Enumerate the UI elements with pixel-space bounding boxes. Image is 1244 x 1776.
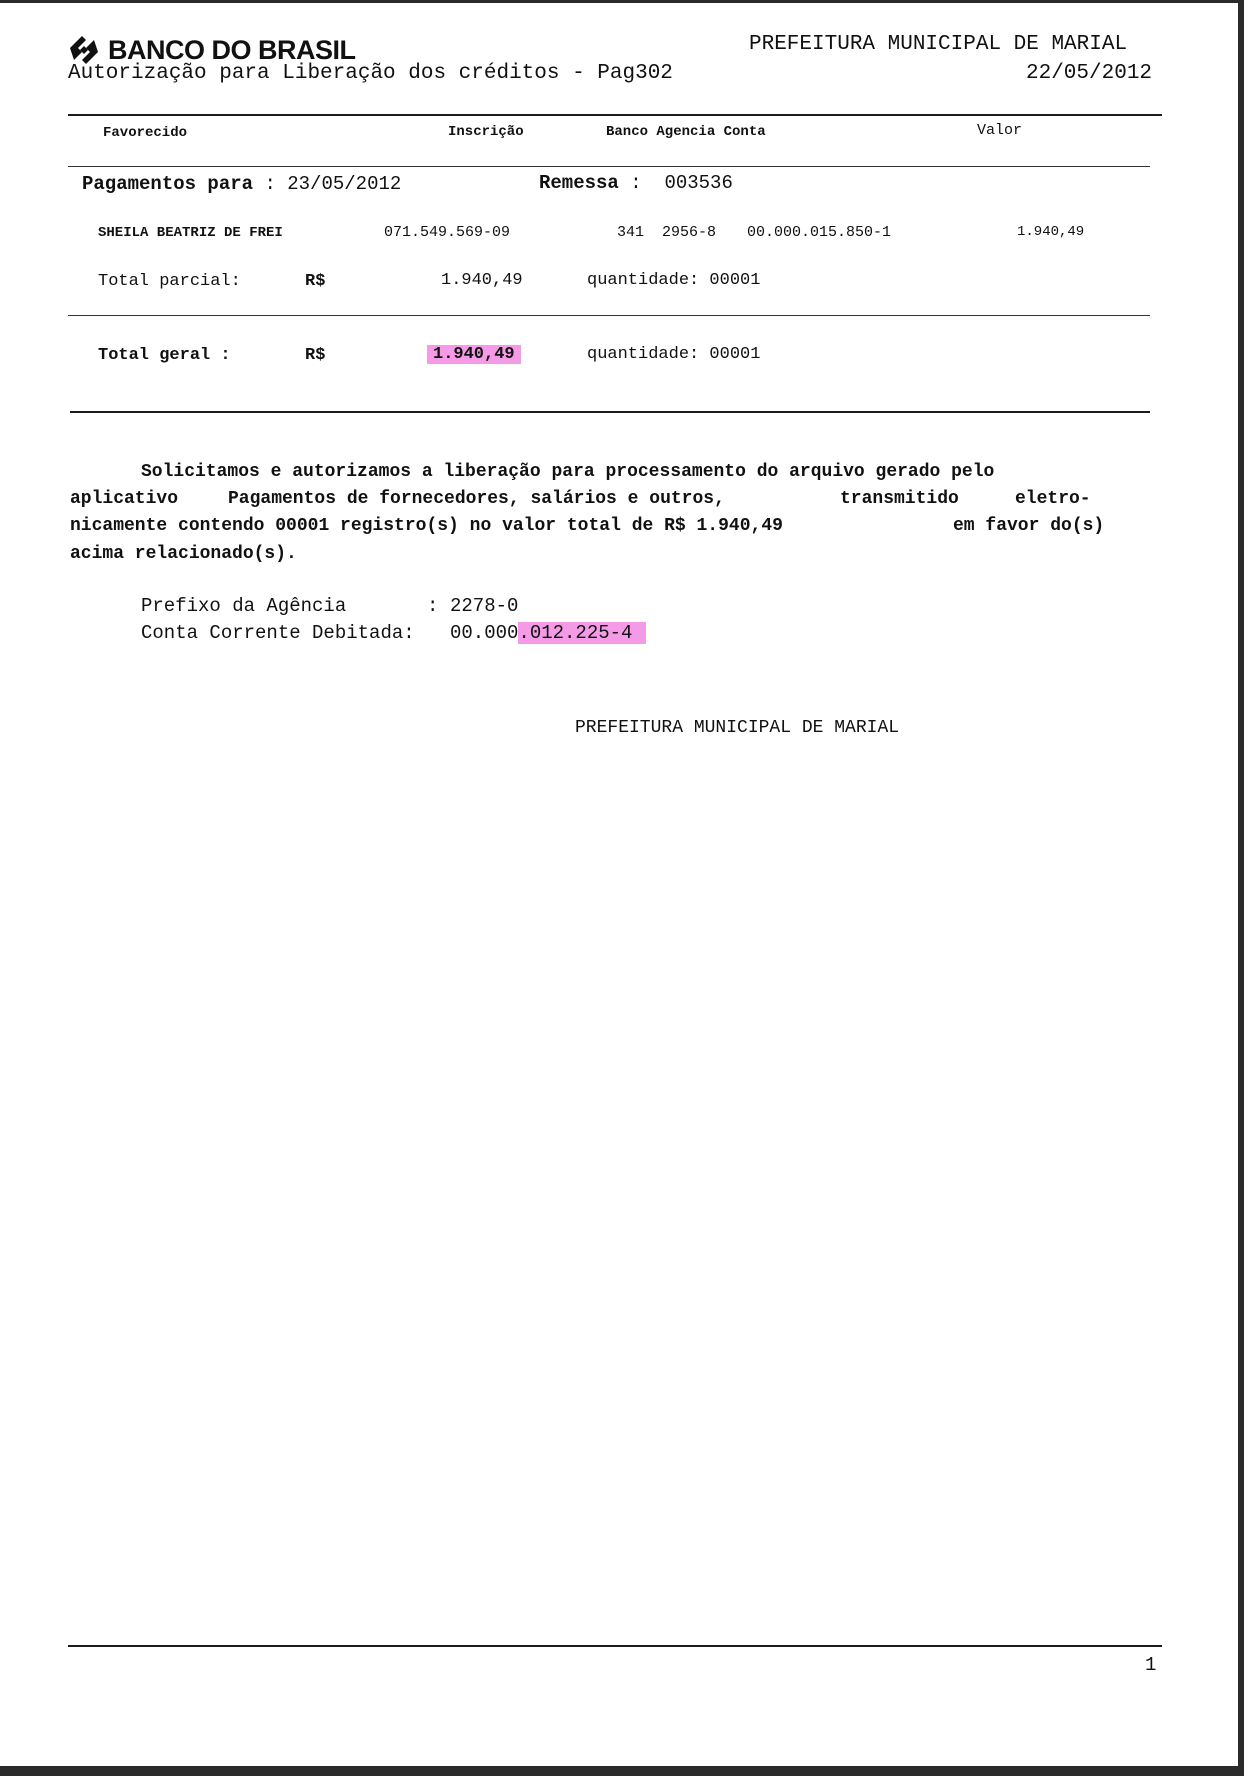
body-line-4: acima relacionado(s). — [70, 544, 297, 564]
totals-divider — [70, 411, 1150, 413]
agency-prefix-label: Prefixo da Agência — [141, 595, 347, 617]
scan-border-top — [0, 0, 1244, 3]
scan-border-bottom — [0, 1766, 1244, 1776]
total-parcial-quantity: quantidade: 00001 — [587, 271, 761, 290]
body-line-2a: aplicativo — [70, 489, 179, 509]
total-geral-currency: R$ — [305, 346, 326, 365]
subtotal-divider — [68, 315, 1150, 316]
payments-for-label: Pagamentos para : 23/05/2012 — [82, 173, 402, 195]
col-header-favorecido: Favorecido — [103, 125, 188, 141]
row-inscricao: 071.549.569-09 — [384, 224, 511, 241]
total-geral-quantity: quantidade: 00001 — [587, 345, 761, 364]
body-line-3b: em favor do(s) — [953, 516, 1105, 536]
account-value: 00.000.012.225-4 — [450, 622, 646, 644]
column-divider — [68, 166, 1150, 167]
total-geral-label: Total geral : — [98, 346, 231, 365]
col-header-inscricao: Inscrição — [448, 124, 524, 140]
document-date: 22/05/2012 — [1026, 62, 1153, 85]
header-divider — [68, 114, 1162, 116]
signature-organization: PREFEITURA MUNICIPAL DE MARIAL — [575, 718, 900, 738]
page-number: 1 — [1145, 1654, 1157, 1676]
total-parcial-label: Total parcial: — [98, 272, 241, 291]
body-line-2d: eletro- — [1015, 489, 1091, 509]
payments-date: 23/05/2012 — [287, 173, 402, 195]
agency-prefix-colon: : — [427, 595, 439, 617]
body-line-1: Solicitamos e autorizamos a liberação para processamento do arquivo gerado pelo — [141, 462, 995, 482]
body-line-2b: Pagamentos de fornecedores, salários e outros, — [228, 489, 725, 509]
document-title: Autorização para Liberação dos créditos - Pag302 — [68, 62, 673, 85]
bank-name: BANCO DO BRASIL — [108, 34, 356, 65]
scan-border-right — [1238, 0, 1244, 1776]
remessa-number: 003536 — [664, 172, 733, 194]
row-banco-agencia: 341 2956-8 — [617, 224, 717, 241]
total-geral-value — [427, 345, 521, 364]
col-header-valor: Valor — [977, 122, 1023, 139]
row-conta: 00.000.015.850-1 — [747, 224, 892, 241]
body-line-3a: nicamente contendo 00001 registro(s) no valor total de R$ 1.940,49 — [70, 516, 783, 536]
body-line-2c: transmitido — [840, 489, 959, 509]
row-valor: 1.940,49 — [1017, 224, 1085, 240]
footer-divider — [68, 1645, 1162, 1647]
total-parcial-value: 1.940,49 — [441, 271, 523, 290]
account-label: Conta Corrente Debitada: — [141, 622, 415, 644]
highlight-mark: .012.225-4 — [518, 622, 646, 644]
highlight-mark: 1.940,49 — [427, 345, 521, 364]
organization-name: PREFEITURA MUNICIPAL DE MARIAL — [749, 33, 1128, 56]
row-favorecido: SHEILA BEATRIZ DE FREI — [98, 225, 283, 241]
total-parcial-currency: R$ — [305, 272, 326, 291]
col-header-banco-agencia-conta: Banco Agencia Conta — [606, 124, 766, 140]
agency-prefix-value: 2278-0 — [450, 595, 519, 617]
remessa: Remessa : 003536 — [539, 172, 733, 194]
